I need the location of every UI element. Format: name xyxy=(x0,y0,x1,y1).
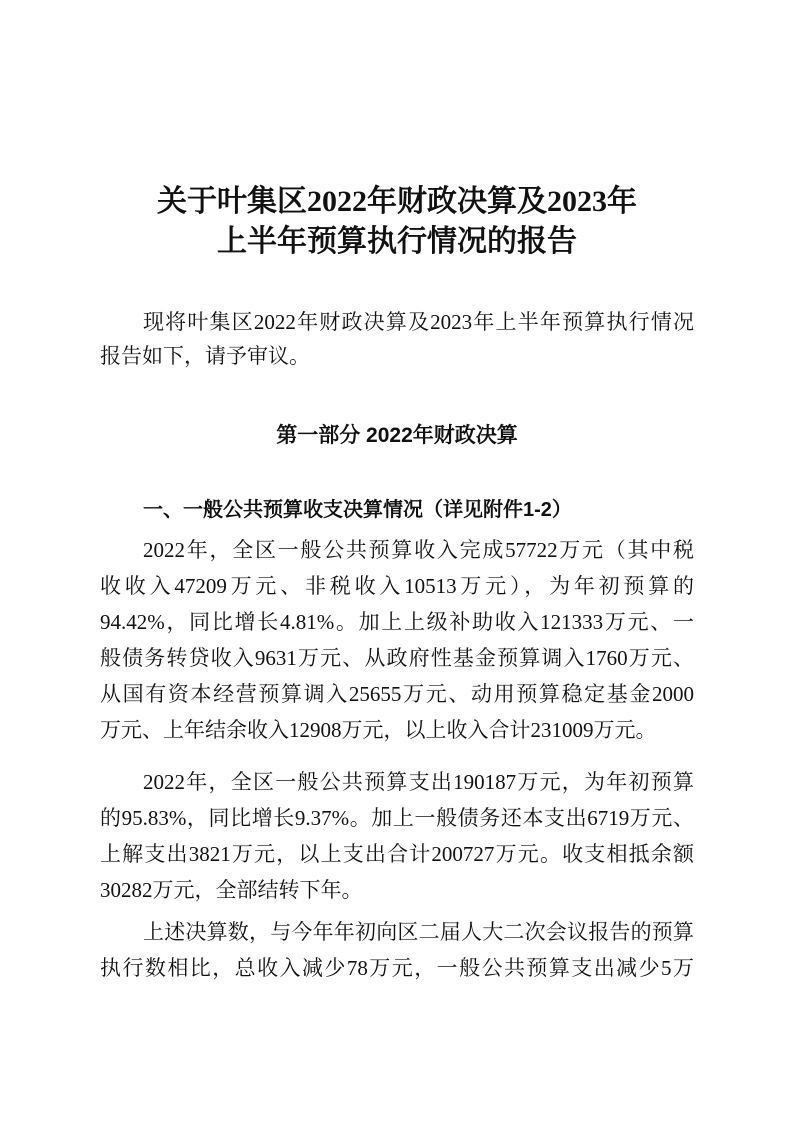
paragraph-1-line-3: 94.42%，同比增长4.81%。加上上级补助收入121333万元、一 xyxy=(100,610,694,634)
paragraph-2-line-2: 的95.83%，同比增长9.37%。加上一般债务还本支出6719万元、 xyxy=(100,806,694,830)
paragraph-3-line-2: 执行数相比，总收入减少78万元，一般公共预算支出减少5万 xyxy=(100,956,694,980)
paragraph-2-line-1: 2022年，全区一般公共预算支出190187万元，为年初预算 xyxy=(143,770,694,794)
section-one-heading: 一、一般公共预算收支决算情况（详见附件1-2） xyxy=(143,499,572,521)
paragraph-3-line-1: 上述决算数，与今年年初向区二届人大二次会议报告的预算 xyxy=(143,920,694,944)
paragraph-1-line-6: 万元、上年结余收入12908万元，以上收入合计231009万元。 xyxy=(100,718,657,742)
intro-line-2: 报告如下，请予审议。 xyxy=(100,344,310,368)
document-title-line-1: 关于叶集区2022年财政决算及2023年 xyxy=(157,185,637,218)
paragraph-1-line-4: 般债务转贷收入9631万元、从政府性基金预算调入1760万元、 xyxy=(100,646,694,670)
paragraph-1-line-5: 从国有资本经营预算调入25655万元、动用预算稳定基金2000 xyxy=(100,682,694,706)
paragraph-1-line-2: 收收入47209万元、非税收入10513万元），为年初预算的 xyxy=(100,574,694,598)
intro-line-1: 现将叶集区2022年财政决算及2023年上半年预算执行情况 xyxy=(143,310,694,334)
document-title-line-2: 上半年预算执行情况的报告 xyxy=(217,225,577,258)
paragraph-2-line-3: 上解支出3821万元，以上支出合计200727万元。收支相抵余额 xyxy=(100,842,694,866)
part-one-heading: 第一部分 2022年财政决算 xyxy=(276,424,518,447)
paragraph-2-line-4: 30282万元，全部结转下年。 xyxy=(100,878,363,902)
paragraph-1-line-1: 2022年，全区一般公共预算收入完成57722万元（其中税 xyxy=(143,538,694,562)
